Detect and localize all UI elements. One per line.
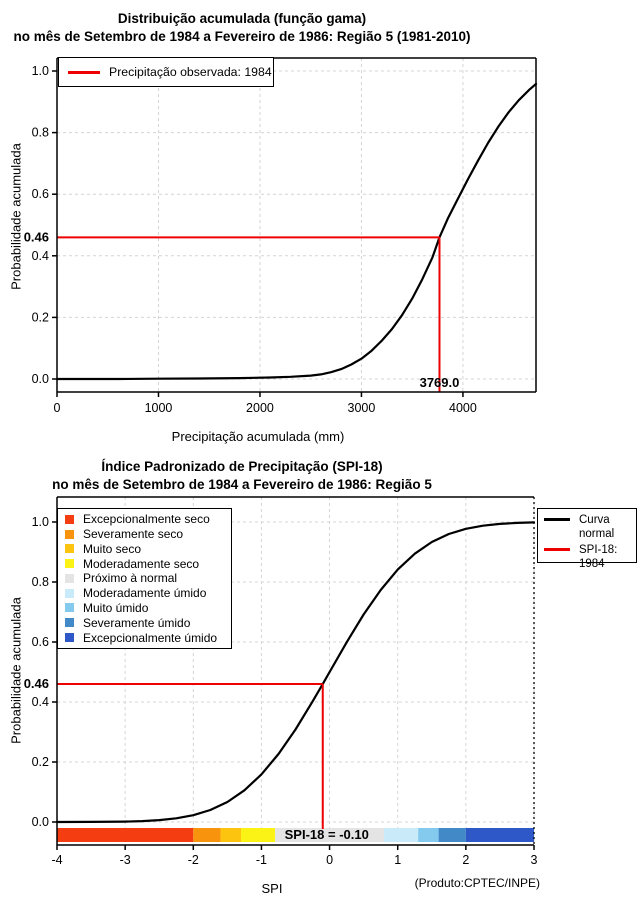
legend-item bbox=[58, 616, 231, 630]
chart1-y-axis-label: Probabilidade acumulada bbox=[8, 143, 24, 290]
product-source-note: (Produto:CPTEC/INPE) bbox=[414, 876, 540, 890]
y-tick-label: 1.0 bbox=[31, 64, 49, 78]
chart2-y-axis-label: Probabilidade acumulada bbox=[8, 597, 24, 744]
legend-label: Precipitação observada: 1984 bbox=[109, 65, 272, 79]
category-label: Moderadamente seco bbox=[83, 556, 200, 571]
legend-item bbox=[58, 512, 231, 526]
x-tick-label: 2 bbox=[462, 853, 470, 867]
spi-value-label: SPI-18 = -0.10 bbox=[284, 827, 369, 842]
x-tick-label: 2000 bbox=[246, 401, 274, 415]
y-tick-label: 0.0 bbox=[31, 815, 49, 829]
legend-item bbox=[58, 571, 231, 585]
category-swatch bbox=[65, 559, 74, 568]
chart2-subtitle: no mês de Setembro de 1984 a Fevereiro de 1986: Região 5 bbox=[52, 477, 432, 492]
spi-colorbar-segment bbox=[221, 828, 241, 842]
legend-label: SPI-18: 1984 bbox=[579, 544, 618, 570]
chart2-line-legend bbox=[537, 508, 637, 570]
red-line-sample bbox=[68, 71, 100, 74]
legend-item bbox=[58, 601, 231, 615]
chart1-title: Distribuição acumulada (função gama) bbox=[117, 11, 367, 26]
category-label: Próximo à normal bbox=[83, 571, 178, 586]
marker-probability-label: 0.46 bbox=[23, 676, 49, 691]
x-tick-label: 1000 bbox=[144, 401, 173, 415]
x-tick-label: 4000 bbox=[449, 401, 477, 415]
y-tick-label: 0.2 bbox=[31, 310, 49, 325]
x-tick-label: -1 bbox=[255, 853, 267, 867]
legend-label: Curva normal bbox=[579, 514, 615, 540]
x-tick-label: 3 bbox=[530, 853, 538, 867]
x-tick-label: -2 bbox=[187, 853, 199, 867]
legend-item bbox=[544, 513, 636, 541]
spi-colorbar-segment bbox=[439, 828, 466, 842]
y-tick-label: 0.6 bbox=[31, 187, 49, 202]
category-label: Muito seco bbox=[83, 541, 142, 556]
spi-colorbar-segment bbox=[418, 828, 438, 842]
y-tick-label: 0.0 bbox=[31, 372, 49, 386]
legend-item bbox=[544, 543, 636, 571]
y-tick-label: 0.4 bbox=[31, 695, 49, 709]
category-label: Severamente úmido bbox=[83, 615, 191, 630]
legend-item bbox=[58, 631, 231, 645]
category-swatch bbox=[65, 515, 74, 524]
category-label: Excepcionalmente úmido bbox=[83, 630, 218, 645]
category-swatch bbox=[65, 618, 74, 627]
spi-colorbar-segment bbox=[193, 828, 220, 842]
category-swatch bbox=[65, 544, 74, 553]
chart2-x-axis-label: SPI bbox=[261, 881, 283, 896]
x-tick-label: 0 bbox=[326, 853, 334, 867]
cdf-curve bbox=[57, 84, 536, 379]
spi-colorbar-segment bbox=[241, 828, 275, 842]
y-tick-label: 0.6 bbox=[31, 635, 49, 649]
chart1-legend bbox=[58, 57, 274, 87]
x-tick-label: -4 bbox=[51, 853, 63, 867]
category-swatch bbox=[65, 530, 74, 539]
category-label: Severamente seco bbox=[83, 527, 184, 542]
spi-colorbar-segment bbox=[384, 828, 418, 842]
category-swatch bbox=[65, 603, 74, 612]
y-tick-label: 0.8 bbox=[31, 575, 49, 589]
x-tick-label: -3 bbox=[119, 853, 131, 867]
spi-colorbar-segment bbox=[466, 828, 534, 842]
red-line-sample bbox=[544, 548, 570, 551]
x-tick-label: 3000 bbox=[347, 401, 376, 415]
drought-category-legend bbox=[57, 508, 232, 649]
x-tick-label: 1 bbox=[394, 853, 402, 867]
category-label: Moderadamente úmido bbox=[83, 586, 207, 601]
marker-x-value-label: 3769.0 bbox=[419, 375, 460, 390]
y-tick-label: 0.8 bbox=[31, 125, 49, 140]
legend-item bbox=[58, 557, 231, 571]
chart1-x-axis-label: Precipitação acumulada (mm) bbox=[171, 429, 345, 444]
x-tick-label: 0 bbox=[53, 401, 61, 415]
category-swatch bbox=[65, 574, 74, 583]
y-tick-label: 0.2 bbox=[31, 755, 49, 769]
legend-item bbox=[58, 527, 231, 541]
y-tick-label: 1.0 bbox=[31, 515, 49, 529]
y-tick-label: 0.4 bbox=[31, 248, 49, 263]
legend-item bbox=[58, 586, 231, 600]
category-swatch bbox=[65, 589, 74, 598]
marker-probability-label: 0.46 bbox=[23, 229, 49, 245]
black-line-sample bbox=[544, 518, 570, 521]
chart1-subtitle: no mês de Setembro de 1984 a Fevereiro de 1986: Região 5 (1981-2010) bbox=[13, 29, 471, 44]
category-label: Muito úmido bbox=[83, 600, 149, 615]
chart2-title: Índice Padronizado de Precipitação (SPI-18) bbox=[101, 459, 383, 474]
category-label: Excepcionalmente seco bbox=[83, 512, 210, 527]
category-swatch bbox=[65, 633, 74, 642]
legend-item bbox=[58, 542, 231, 556]
spi-colorbar-segment bbox=[57, 828, 193, 842]
